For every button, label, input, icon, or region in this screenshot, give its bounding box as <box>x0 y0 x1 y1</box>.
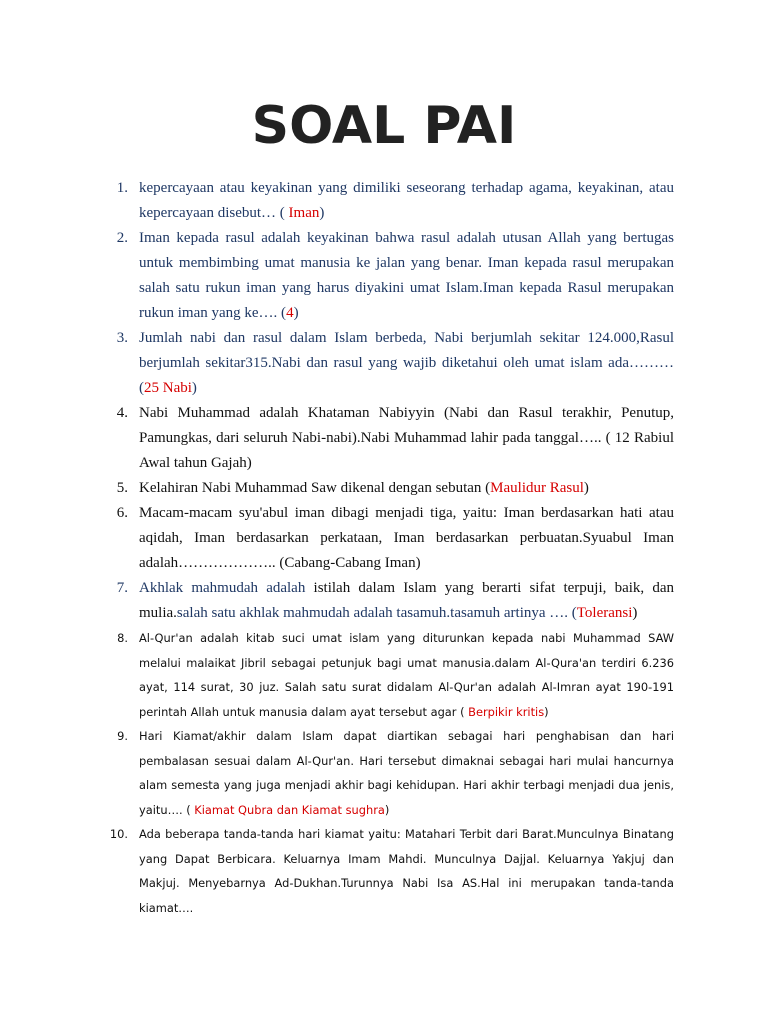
question-text: istilah dalam Islam yang berarti sifat terpuji, baik, dan mulia. <box>139 580 674 621</box>
answer-close: ) <box>293 305 299 321</box>
question-text: Macam-macam syu'abul iman dibagi menjadi tiga, yaitu: Iman berdasarkan hati atau aqidah, Iman berdasarkan perkataan, Iman berdasarkan perbuatan.Syuabul Iman adalah……………….. (Cabang-Cabang Iman) <box>139 505 674 571</box>
answer-text: Iman <box>288 205 320 221</box>
question-1 <box>0 176 768 226</box>
question-4 <box>0 401 768 476</box>
answer-close: ) <box>544 704 549 719</box>
question-text: Jumlah nabi dan rasul dalam Islam berbeda, Nabi berjumlah sekitar 124.000,Rasul berjumlah sekitar315.Nabi dan rasul yang wajib diketahui oleh umat islam ada……… ( <box>139 330 674 396</box>
question-text: Iman kepada rasul adalah keyakinan bahwa rasul adalah utusan Allah yang bertugas untuk membimbing umat manusia ke jalan yang benar. Iman kepada rasul merupakan salah satu rukun iman yang harus diyakini umat Islam.Iman kepada Rasul merupakan rukun iman yang ke…. ( <box>139 230 674 321</box>
question-lead: Akhlak mahmudah adalah <box>139 580 306 596</box>
question-7 <box>0 576 768 626</box>
answer-close: ) <box>583 480 589 496</box>
question-8 <box>0 626 768 724</box>
question-10 <box>0 822 768 920</box>
answer-text: Toleransi <box>576 605 633 621</box>
question-text: Nabi Muhammad adalah Khataman Nabiyyin (Nabi dan Rasul terakhir, Penutup, Pamungkas, dari seluruh Nabi-nabi).Nabi Muhammad lahir pada tanggal….. ( 12 Rabiul Awal tahun Gajah) <box>139 405 674 471</box>
question-list <box>0 176 768 920</box>
question-text: Hari Kiamat/akhir dalam Islam dapat diartikan sebagai hari penghabisan dan hari pembalasan sesuai dalam Al-Qur'an. Hari tersebut dimaknai sebagai hari mulai hancurnya alam semesta yang juga menjadi akhir bagi kehidupan. Hari akhir terbagi menjadi dua jenis, yaitu…. ( <box>139 729 674 817</box>
question-number: 1. <box>116 180 128 196</box>
question-number: 4. <box>116 405 128 421</box>
question-text: Al-Qur'an adalah kitab suci umat islam yang diturunkan kepada nabi Muhammad SAW melalui malaikat Jibril sebagai petunjuk bagi umat manusia.dalam Al-Qura'an terdiri 6.236 ayat, 114 surat, 30 juz. Salah satu surat didalam Al-Qur'an adalah Al-Imran ayat 190-191 perintah Allah untuk manusia dalam ayat tersebut agar ( <box>139 631 674 719</box>
question-9 <box>0 724 768 822</box>
question-number: 3. <box>116 330 128 346</box>
question-number: 9. <box>117 729 128 743</box>
answer-close: ) <box>191 380 197 396</box>
question-number: 2. <box>116 230 128 246</box>
question-5 <box>0 476 768 501</box>
answer-close: ) <box>632 605 638 621</box>
question-text: Ada beberapa tanda-tanda hari kiamat yaitu: Matahari Terbit dari Barat.Munculnya Binatang yang Dapat Berbicara. Keluarnya Imam Mahdi. Munculnya Dajjal. Keluarnya Yakjuj dan Makjuj. Menyebarnya Ad-Dukhan.Turunnya Nabi Isa AS.Hal ini merupakan tanda-tanda kiamat…. <box>139 827 674 915</box>
question-number: 10. <box>109 827 128 841</box>
question-tail: salah satu akhlak mahmudah adalah tasamuh.tasamuh artinya …. ( <box>176 605 577 621</box>
question-number: 5. <box>116 480 128 496</box>
answer-close: ) <box>384 802 390 817</box>
answer-text: Maulidur Rasul <box>490 480 584 496</box>
answer-text: 4 <box>286 305 294 321</box>
question-number: 8. <box>117 631 128 645</box>
question-text: kepercayaan atau keyakinan yang dimiliki seseorang terhadap agama, keyakinan, atau kepercayaan disebut… ( <box>139 180 674 221</box>
question-6 <box>0 501 768 576</box>
question-text: Kelahiran Nabi Muhammad Saw dikenal dengan sebutan ( <box>139 480 491 496</box>
question-3 <box>0 326 768 401</box>
answer-text: Berpikir kritis <box>468 704 545 719</box>
question-2 <box>0 226 768 326</box>
answer-close: ) <box>319 205 325 221</box>
question-number: 6. <box>116 505 128 521</box>
document-title: SOAL PAI <box>251 96 517 156</box>
answer-text: 25 Nabi <box>144 380 192 396</box>
answer-text: Kiamat Qubra dan Kiamat sughra <box>194 802 385 817</box>
question-number: 7. <box>116 580 128 596</box>
